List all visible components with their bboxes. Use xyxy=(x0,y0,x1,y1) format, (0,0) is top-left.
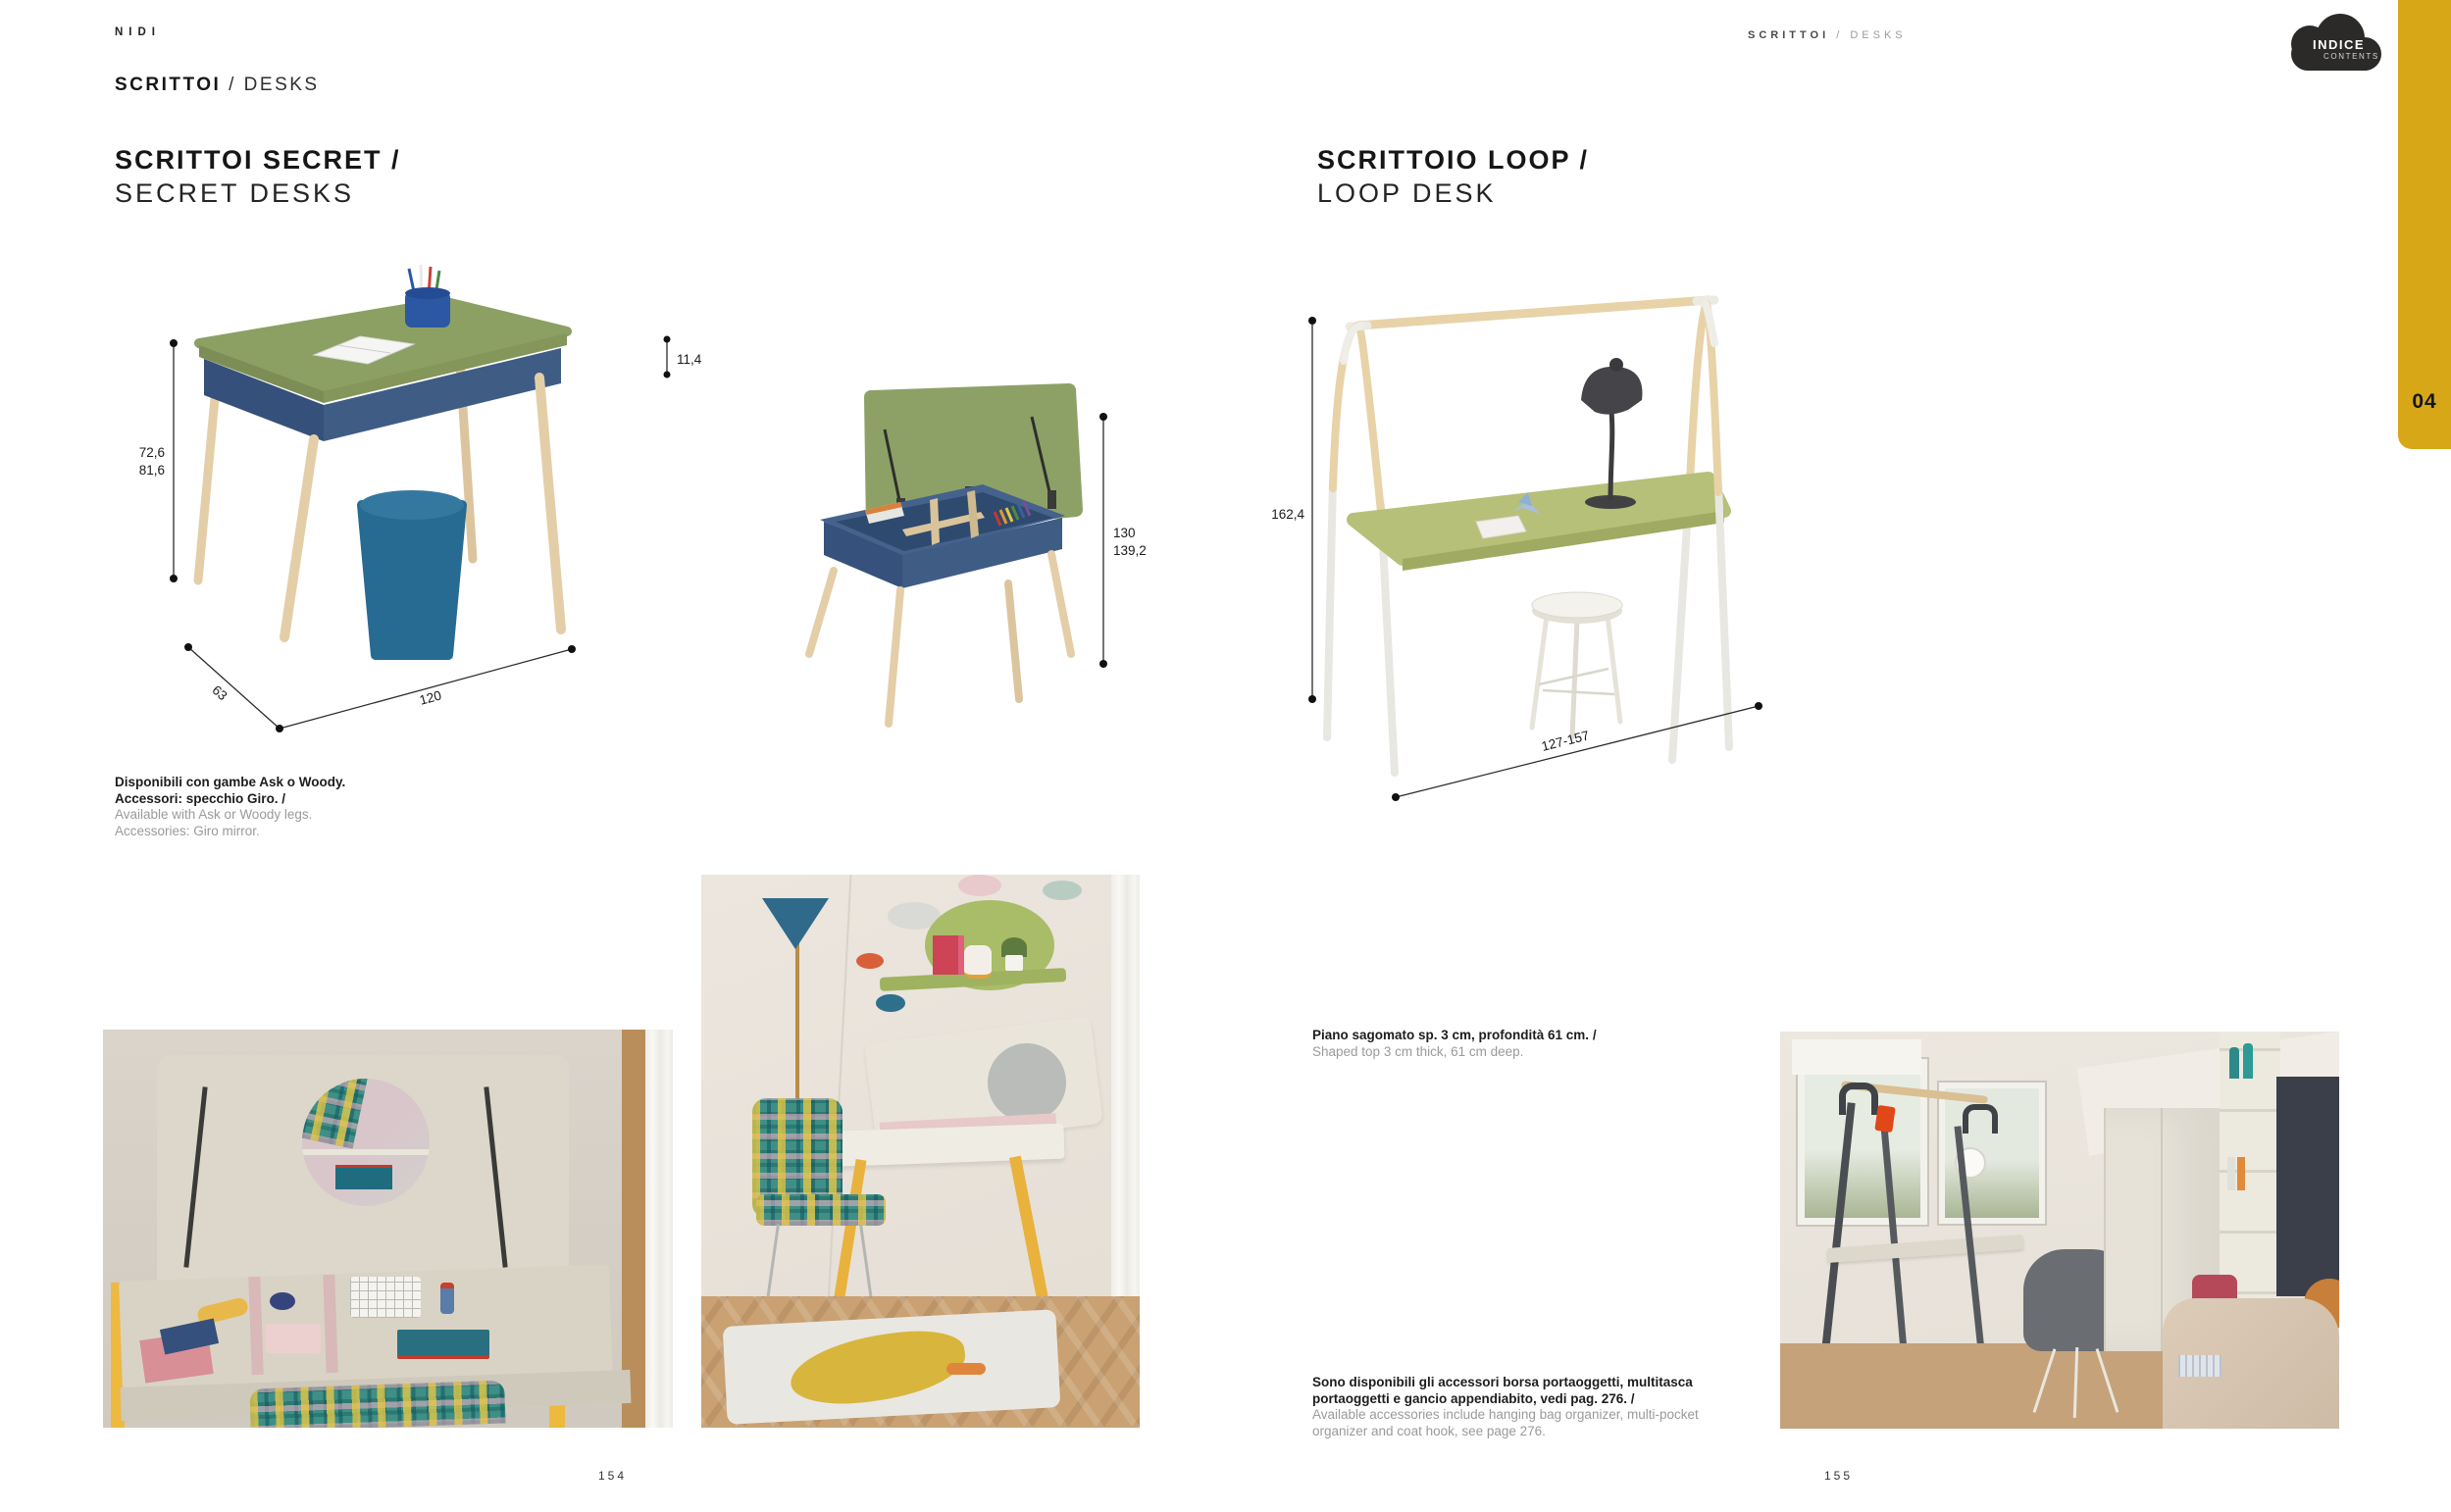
chapter-tab xyxy=(2398,0,2451,449)
photo2-shelf-toy xyxy=(964,945,992,979)
breadcrumb xyxy=(1748,29,1907,41)
pouf xyxy=(360,490,464,655)
photo3-loop-top xyxy=(1827,1235,2024,1263)
loop-caption-top xyxy=(1312,1028,1597,1060)
secret-desk-detail-photo xyxy=(103,1030,673,1428)
page-number-right: 155 xyxy=(1824,1469,1854,1483)
loop-rail xyxy=(1350,300,1714,327)
photo3-roller-blind xyxy=(1792,1039,1921,1075)
loop-desk-room-photo xyxy=(1780,1032,2339,1429)
dimension-height xyxy=(139,339,178,582)
section-label-bold: SCRITTOI xyxy=(115,75,222,95)
photo3-small-rug xyxy=(2178,1355,2221,1377)
dim-top-depth: 11,4 xyxy=(677,352,702,367)
stool xyxy=(1532,592,1622,737)
secret-caption-en-2: Accessories: Giro mirror. xyxy=(115,823,260,838)
photo2-rug-dots xyxy=(946,1363,986,1375)
badge-indice-label: INDICE xyxy=(2313,37,2366,52)
open-desk-legs xyxy=(809,554,1071,724)
dimension-loop-height xyxy=(1271,317,1316,703)
page-number-left: 154 xyxy=(598,1469,628,1483)
contents-cloud-badge[interactable] xyxy=(2291,14,2381,71)
photo3-loop-apex-left xyxy=(1839,1083,1878,1115)
dim-width: 120 xyxy=(418,687,443,708)
photo2-cloud-sticker-teal xyxy=(1043,881,1082,900)
photo1-tape-holder xyxy=(270,1292,295,1310)
photo3-dark-panel xyxy=(2276,1077,2339,1296)
photo2-desk-body xyxy=(816,1124,1064,1168)
photo3-teal-bottle-2 xyxy=(2243,1043,2253,1079)
dim-depth: 63 xyxy=(209,682,230,704)
loop-caption-top-it: Piano sagomato sp. 3 cm, profondità 61 cm. / xyxy=(1312,1028,1597,1042)
dimension-open-height xyxy=(1099,413,1147,668)
section-label-sep: / xyxy=(229,75,236,95)
photo2-cloud-sticker-blue xyxy=(876,994,905,1012)
photo1-wood-trim xyxy=(622,1030,647,1428)
photo1-mirror-plaid-reflection xyxy=(302,1079,368,1148)
dim-loop-width-range: 127-157 xyxy=(1540,728,1591,754)
photo1-mirror-notebook-reflection xyxy=(335,1165,392,1189)
loop-desk-drawing xyxy=(1265,275,1952,1000)
photo3-wardrobe-door-line xyxy=(2161,1108,2163,1351)
photo2-plant-leaves xyxy=(1001,937,1027,957)
loop-caption-bottom-it-1: Sono disponibili gli accessori borsa portaoggetti, multitasca xyxy=(1312,1375,1693,1389)
secret-desk-room-photo xyxy=(701,875,1140,1428)
loop-caption-bottom-en-1: Available accessories include hanging bag organizer, multi-pocket xyxy=(1312,1407,1699,1422)
photo1-pink-box xyxy=(266,1324,321,1353)
photo2-lamp-cone xyxy=(762,898,829,949)
breadcrumb-sep: / xyxy=(1836,29,1844,41)
photo3-window-right xyxy=(1939,1083,2045,1224)
secret-title-it: SCRITTOI SECRET / xyxy=(115,145,401,175)
photo1-curtain xyxy=(645,1030,673,1428)
photo3-teal-bottle-1 xyxy=(2229,1047,2239,1079)
dim-loop-height: 162,4 xyxy=(1271,507,1304,522)
secret-desk-open-drawing xyxy=(775,363,1197,755)
section-label-light: DESKS xyxy=(243,75,320,95)
photo2-cloud-sticker-red xyxy=(856,953,884,969)
chapter-number: 04 xyxy=(2412,390,2437,413)
secret-caption-en-1: Available with Ask or Woody legs. xyxy=(115,807,313,822)
loop-caption-top-en: Shaped top 3 cm thick, 61 cm deep. xyxy=(1312,1043,1524,1059)
dim-open-height-min: 130 xyxy=(1113,526,1136,540)
photo1-round-mirror xyxy=(302,1079,430,1206)
loop-title xyxy=(1317,143,1589,210)
photo3-shelf-book-2 xyxy=(2237,1157,2245,1190)
photo1-mirror-shelf-line xyxy=(302,1149,430,1155)
photo2-chair-seat xyxy=(756,1194,886,1226)
photo1-plaid-chair xyxy=(249,1380,505,1428)
pen-cup xyxy=(405,265,450,328)
loop-desk-top xyxy=(1353,479,1724,571)
photo3-coat-hanger xyxy=(1874,1105,1895,1133)
loop-title-en: LOOP DESK xyxy=(1317,178,1497,208)
dim-height-max: 81,6 xyxy=(138,463,165,478)
breadcrumb-section: SCRITTOI xyxy=(1748,29,1830,41)
photo3-loop-apex-right xyxy=(1963,1104,1998,1134)
loop-title-it: SCRITTOIO LOOP / xyxy=(1317,145,1590,175)
photo2-plant-pot xyxy=(1005,955,1023,971)
dim-height-min: 72,6 xyxy=(138,445,165,460)
brand-logo: NIDI xyxy=(115,26,161,38)
badge-contents-label: CONTENTS xyxy=(2323,52,2379,61)
photo1-grid-cloth xyxy=(350,1277,421,1318)
loop-caption-bottom-it-2: portaoggetti e gancio appendiabito, vedi pag. 276. / xyxy=(1312,1390,1635,1406)
section-label xyxy=(115,75,320,96)
photo3-shelf-book-1 xyxy=(2227,1157,2235,1190)
secret-desk-drawing xyxy=(118,167,726,745)
loop-caption-bottom-en-2: organizer and coat hook, see page 276. xyxy=(1312,1423,1546,1438)
breadcrumb-page: DESKS xyxy=(1850,29,1907,41)
dimension-loop-width xyxy=(1392,702,1762,801)
dimension-top-depth xyxy=(664,336,702,378)
secret-title-en: SECRET DESKS xyxy=(115,178,355,208)
secret-caption-it-1: Disponibili con gambe Ask o Woody. xyxy=(115,775,346,789)
secret-caption-it-2: Accessori: specchio Giro. / xyxy=(115,790,286,806)
photo1-teal-notebook xyxy=(397,1330,489,1359)
photo2-cloud-sticker-pink xyxy=(958,875,1001,896)
dim-open-height-max: 139,2 xyxy=(1113,543,1147,558)
photo1-glue-bottle xyxy=(440,1283,454,1314)
secret-caption xyxy=(115,775,345,839)
loop-caption-bottom xyxy=(1312,1375,1699,1439)
photo2-shelf-books xyxy=(933,935,964,975)
